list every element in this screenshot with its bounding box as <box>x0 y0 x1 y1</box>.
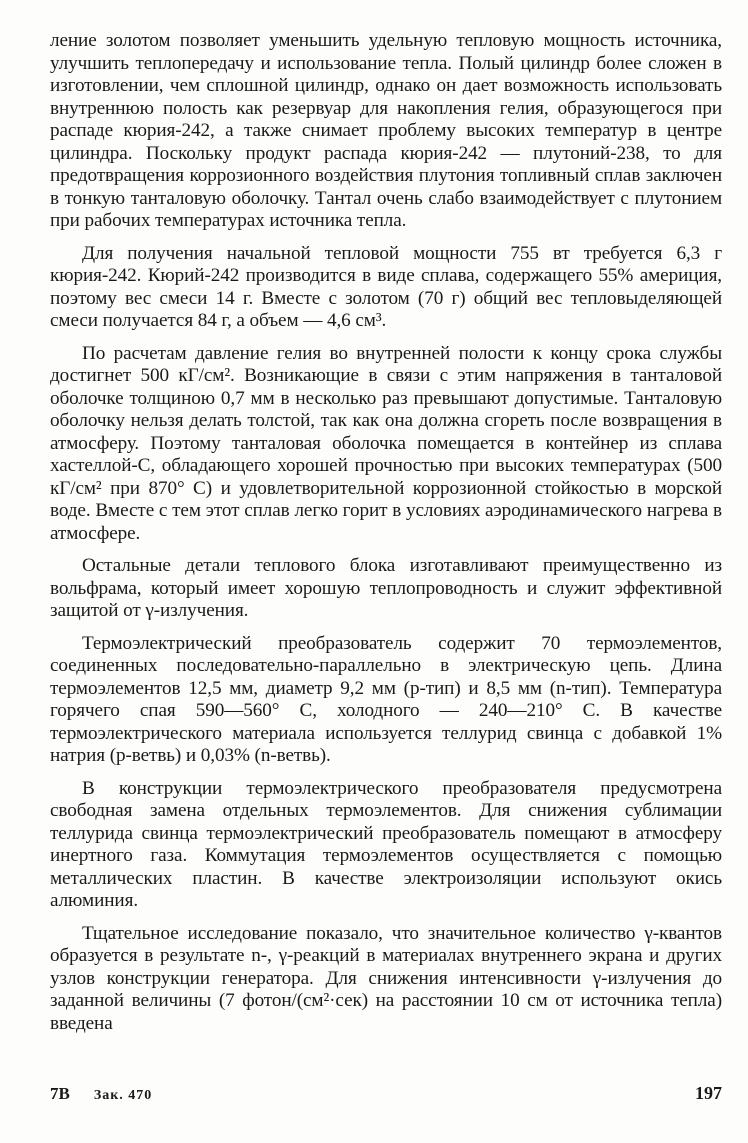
paragraph-5: Термоэлектрический преобразователь содержит 70 термоэлементов, соединенных последовательно-параллельно в электрическую цепь. Длина термоэлементов 12,5 мм, диаметр 9,2 мм (p-тип) и 8,5 мм (n-тип). Температура горячего спая 590—560° С, холодного — 240—210° С. В качестве термоэлектрического материала используется теллурид свинца с добавкой 1% натрия (p-ветвь) и 0,03% (n-ветвь). <box>50 632 722 766</box>
paragraph-6: В конструкции термоэлектрического преобразователя предусмотрена свободная замена отдельных термоэлементов. Для снижения сублимации теллурида свинца термоэлектрический преобразователь помещают в атмосферу инертного газа. Коммутация термоэлементов осуществляется с помощью металлических пластин. В качестве электроизоляции используют окись алюминия. <box>50 777 722 911</box>
paragraph-7: Тщательное исследование показало, что значительное количество γ-квантов образуется в результате n-, γ-реакций в материалах внутреннего экрана и других узлов конструкции генератора. Для снижения интенсивности γ-излучения до заданной величины (7 фотон/(см²·сек) на расстоянии 10 см от источника тепла) введена <box>50 922 722 1034</box>
signature-mark: 7В <box>50 1084 70 1103</box>
paragraph-3: По расчетам давление гелия во внутренней полости к концу срока службы достигнет 500 кГ/см². Возникающие в связи с этим напряжения в танталовой оболочке толщиною 0,7 мм в несколько раз превышают допустимые. Танталовую оболочку нельзя делать толстой, так как она должна сгореть после возвращения в атмосферу. Поэтому танталовая оболочка помещается в контейнер из сплава хастеллой-С, обладающего хорошей прочностью при высоких температурах (500 кГ/см² при 870° С) и удовлетворительной коррозионной стойкостью в морской воде. Вместе с тем этот сплав легко горит в условиях аэродинамического нагрева в атмосфере. <box>50 342 722 544</box>
paragraph-1: ление золотом позволяет уменьшить удельную тепловую мощность источника, улучшить теплопередачу и использование тепла. Полый цилиндр более сложен в изготовлении, чем сплошной цилиндр, однако он дает возможность использовать внутреннюю полость как резервуар для накопления гелия, образующегося при распаде кюрия-242, а также снимает проблему высоких температур в центре цилиндра. Поскольку продукт распада кюрия-242 — плутоний-238, то для предотвращения коррозионного воздействия плутония топливный сплав заключен в тонкую танталовую оболочку. Тантал очень слабо взаимодействует с плутонием при рабочих температурах источника тепла. <box>50 30 722 231</box>
order-number: Зак. 470 <box>93 1088 153 1103</box>
page-footer <box>50 1083 722 1104</box>
page-number: 197 <box>695 1083 722 1103</box>
paragraph-2: Для получения начальной тепловой мощности 755 вт требуется 6,3 г кюрия-242. Кюрий-242 производится в виде сплава, содержащего 55% америция, поэтому вес смеси 14 г. Вместе с золотом (70 г) общий вес тепловыделяющей смеси получается 84 г, а объем — 4,6 см³. <box>50 242 722 331</box>
paragraph-4: Остальные детали теплового блока изготавливают преимущественно из вольфрама, который имеет хорошую теплопроводность и служит эффективной защитой от γ-излучения. <box>50 555 722 621</box>
